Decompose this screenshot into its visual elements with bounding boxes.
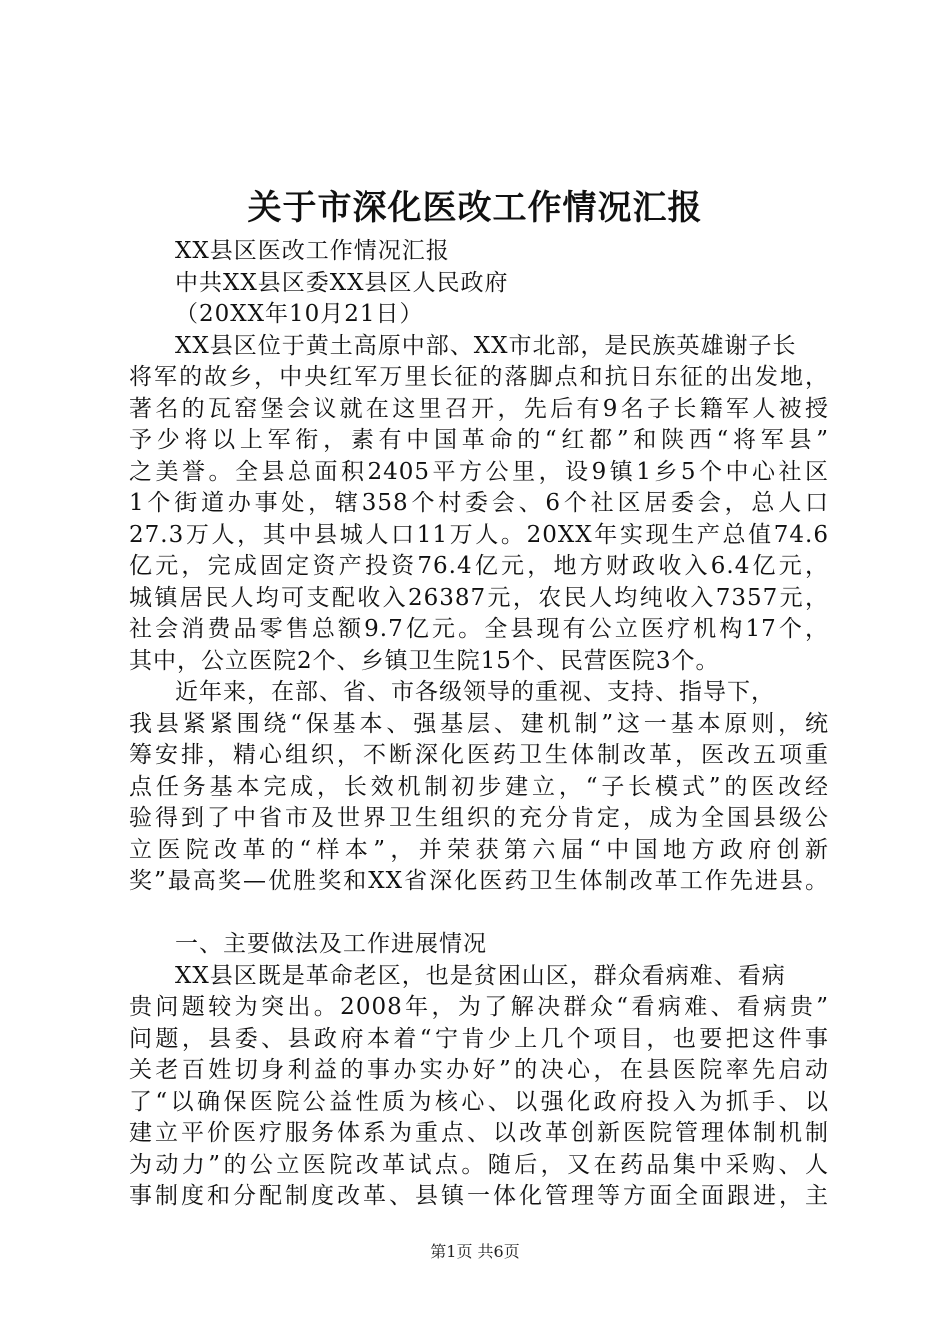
text-line: 为动力”的公立医院改革试点。随后，又在药品集中采购、人	[129, 1151, 829, 1178]
text-line: 建立平价医疗服务体系为重点、以改革创新医院管理体制机制	[129, 1120, 829, 1146]
text-line: XX县区医改工作情况汇报	[175, 238, 450, 264]
text-line: 事制度和分配制度改革、县镇一体化管理等方面全面跟进，主	[129, 1183, 829, 1209]
text-line: 一、主要做法及工作进展情况	[175, 931, 487, 957]
text-line: 贵问题较为突出。2008年，为了解决群众“看病难、看病贵”	[129, 994, 829, 1020]
text-line: XX县区既是革命老区，也是贫困山区，群众看病难、看病	[175, 962, 786, 989]
text-line: 城镇居民人均可支配收入26387元，农民人均纯收入7357元，	[129, 584, 829, 611]
text-line: 了“以确保医院公益性质为核心、以强化政府投入为抓手、以	[129, 1088, 829, 1115]
document-title: 关于市深化医改工作情况汇报	[247, 188, 703, 228]
text-line: 27.3万人，其中县城人口11万人。20XX年实现生产总值74.6	[129, 521, 829, 548]
document-body	[129, 236, 829, 1213]
text-line: 筹安排，精心组织，不断深化医药卫生体制改革，医改五项重	[129, 742, 829, 768]
text-line: 关老百姓切身利益的事办实办好”的决心，在县医院率先启动	[129, 1057, 829, 1083]
text-line: 奖”最高奖—优胜奖和XX省深化医药卫生体制改革工作先进县。	[129, 868, 829, 894]
text-line: 之美誉。全县总面积2405平方公里，设9镇1乡5个中心社区	[129, 458, 829, 485]
text-line: 将军的故乡，中央红军万里长征的落脚点和抗日东征的出发地，	[129, 364, 829, 390]
text-line: 1个街道办事处，辖358个村委会、6个社区居委会，总人口	[129, 490, 829, 516]
text-line: 近年来，在部、省、市各级领导的重视、支持、指导下，	[175, 679, 775, 705]
text-line: （20XX年10月21日）	[175, 301, 424, 327]
text-line: 中共XX县区委XX县区人民政府	[175, 269, 509, 296]
text-line: 其中，公立医院2个、乡镇卫生院15个、民营医院3个。	[129, 647, 720, 674]
blank-line	[129, 898, 829, 930]
text-line: 我县紧紧围绕“保基本、强基层、建机制”这一基本原则，统	[129, 710, 829, 737]
text-line: 予少将以上军衔，素有中国革命的“红都”和陕西“将军县”	[129, 427, 829, 453]
text-line: 验得到了中省市及世界卫生组织的充分肯定，成为全国县级公	[129, 805, 829, 831]
text-line: 立医院改革的“样本”，并荣获第六届“中国地方政府创新	[129, 836, 829, 863]
text-line: XX县区位于黄土高原中部、XX市北部，是民族英雄谢子长	[175, 332, 797, 359]
text-line: 亿元，完成固定资产投资76.4亿元，地方财政收入6.4亿元，	[129, 553, 829, 579]
page-footer: 第1页 共6页	[430, 1242, 520, 1261]
text-line: 问题，县委、县政府本着“宁肯少上几个项目，也要把这件事	[129, 1025, 829, 1052]
text-line: 著名的瓦窑堡会议就在这里召开，先后有9名子长籍军人被授	[129, 395, 829, 422]
text-line: 点任务基本完成，长效机制初步建立，“子长模式”的医改经	[129, 773, 829, 800]
text-line: 社会消费品零售总额9.7亿元。全县现有公立医疗机构17个，	[129, 616, 829, 642]
